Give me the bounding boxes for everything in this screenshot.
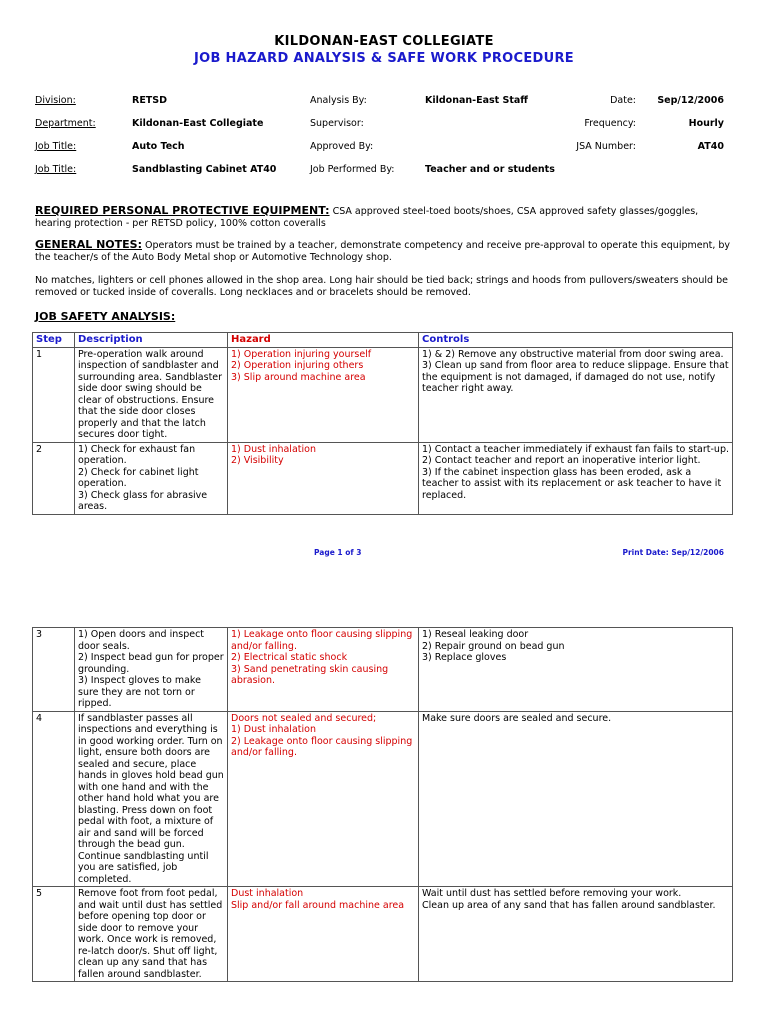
controls-header: Controls: [419, 333, 733, 348]
hazard-cell: 1) Operation injuring yourself 2) Operation injuring others 3) Slip around machine area: [228, 347, 419, 442]
frequency-value: Hourly: [688, 118, 724, 129]
description-cell: 1) Open doors and inspect door seals. 2) Inspect bead gun for proper grounding. 3) Inspect gloves to make sure they are not torn or ripped.: [75, 628, 228, 712]
description-cell: 1) Check for exhaust fan operation. 2) Check for cabinet light operation. 3) Check glass for abrasive areas.: [75, 442, 228, 514]
general-notes-text: Operators must be trained by a teacher, demonstrate competency and receive pre-approval to operate this equipment, by the teacher/s of the Auto Body Metal shop or Automotive Technology shop.: [35, 240, 731, 263]
jsa-table-page-1: [32, 332, 733, 515]
department-value: Kildonan-East Collegiate: [132, 118, 264, 129]
controls-cell: Wait until dust has settled before removing your work. Clean up area of any sand that has fallen around sandblaster.: [419, 887, 733, 982]
approved-by-label: Approved By:: [310, 141, 374, 152]
jsa-heading: JOB SAFETY ANALYSIS:: [35, 310, 176, 323]
step-cell: 1: [33, 347, 75, 442]
table-row: [33, 887, 733, 982]
print-date: Print Date: Sep/12/2006: [622, 548, 724, 557]
department-label: Department:: [35, 118, 96, 129]
table-row: [33, 442, 733, 514]
job-title-value: Auto Tech: [132, 141, 185, 152]
job-title-2-value: Sandblasting Cabinet AT40: [132, 164, 277, 175]
step-cell: 5: [33, 887, 75, 982]
ppe-text: CSA approved steel-toed boots/shoes, CSA approved safety glasses/goggles, hearing protection - per RETSD policy, 100% cotton coveralls: [35, 206, 699, 229]
division-label: Division:: [35, 95, 76, 106]
document-title: JOB HAZARD ANALYSIS & SAFE WORK PROCEDURE: [194, 51, 574, 66]
step-header: Step: [33, 333, 75, 348]
jsa-number-label: JSA Number:: [576, 141, 636, 152]
performed-by-value: Teacher and or students: [425, 164, 555, 175]
hazard-cell: 1) Dust inhalation 2) Visibility: [228, 442, 419, 514]
general-notes-text-2: No matches, lighters or cell phones allowed in the shop area. Long hair should be tied back; strings and hoods from pullovers/sweaters should be removed or tucked inside of coveralls. Long necklaces and or bracelets should be removed.: [35, 275, 728, 298]
description-header: Description: [75, 333, 228, 348]
ppe-heading: REQUIRED PERSONAL PROTECTIVE EQUIPMENT:: [35, 204, 330, 217]
jsa-table-page-2: [32, 627, 733, 982]
analysis-by-value: Kildonan-East Staff: [425, 95, 528, 106]
hazard-cell: Dust inhalation Slip and/or fall around machine area: [228, 887, 419, 982]
hazard-header: Hazard: [228, 333, 419, 348]
general-notes-heading: GENERAL NOTES:: [35, 238, 142, 251]
step-cell: 3: [33, 628, 75, 712]
table-row: [33, 711, 733, 887]
analysis-by-label: Analysis By:: [310, 95, 367, 106]
date-value: Sep/12/2006: [657, 95, 724, 106]
hazard-cell: Doors not sealed and secured; 1) Dust inhalation 2) Leakage onto floor causing slipping and/or falling.: [228, 711, 419, 887]
job-title-label: Job Title:: [35, 141, 77, 152]
performed-by-label: Job Performed By:: [310, 164, 395, 175]
table-row: [33, 347, 733, 442]
table-header-row: [33, 333, 733, 348]
supervisor-label: Supervisor:: [310, 118, 364, 129]
jsa-number-value: AT40: [697, 141, 724, 152]
table-row: [33, 628, 733, 712]
controls-cell: 1) & 2) Remove any obstructive material from door swing area. 3) Clean up sand from floor area to reduce slippage. Ensure that the equipment is not damaged, if damaged do not use, notify teacher right away.: [419, 347, 733, 442]
controls-cell: Make sure doors are sealed and secure.: [419, 711, 733, 887]
description-cell: Pre-operation walk around inspection of sandblaster and surrounding area. Sandblaster side door swing should be clear of obstructions. Ensure that the side door closes properly and that the latch secures door tight.: [75, 347, 228, 442]
job-title-2-label: Job Title:: [35, 164, 77, 175]
step-cell: 4: [33, 711, 75, 887]
frequency-label: Frequency:: [584, 118, 636, 129]
description-cell: If sandblaster passes all inspections and everything is in good working order. Turn on light, ensure both doors are sealed and secure, place hands in gloves hold bead gun with one hand and with the other hand hold what you are blasting. Press down on foot pedal with foot, a mixture of air and sand will be forced through the bead gun. Continue sandblasting until you are satisfied, job completed.: [75, 711, 228, 887]
org-title: KILDONAN-EAST COLLEGIATE: [274, 34, 494, 49]
page-number: Page 1 of 3: [314, 548, 362, 557]
step-cell: 2: [33, 442, 75, 514]
controls-cell: 1) Contact a teacher immediately if exhaust fan fails to start-up. 2) Contact teacher and report an inoperative interior light. 3) If the cabinet inspection glass has been eroded, ask a teacher to assist with its replacement or ask teacher to have it replaced.: [419, 442, 733, 514]
ppe-section: [35, 205, 735, 229]
controls-cell: 1) Reseal leaking door 2) Repair ground on bead gun 3) Replace gloves: [419, 628, 733, 712]
general-notes-section: [35, 239, 735, 263]
date-label: Date:: [610, 95, 636, 106]
division-value: RETSD: [132, 95, 168, 106]
hazard-cell: 1) Leakage onto floor causing slipping and/or falling. 2) Electrical static shock 3) Sand penetrating skin causing abrasion.: [228, 628, 419, 712]
description-cell: Remove foot from foot pedal, and wait until dust has settled before opening top door or side door to remove your work. Once work is removed, re-latch door/s. Shut off light, clean up any sand that has fallen around sandblaster.: [75, 887, 228, 982]
